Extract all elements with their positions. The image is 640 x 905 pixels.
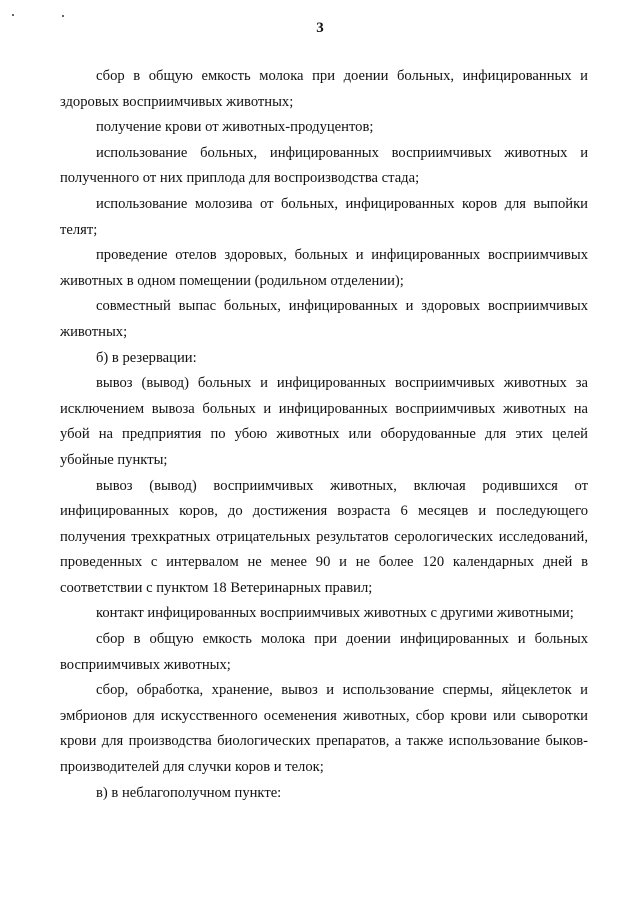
paragraph: сбор в общую емкость молока при доении инфицированных и больных восприимчивых животных; <box>60 631 588 673</box>
scan-speck <box>12 14 14 16</box>
document-body <box>60 64 588 806</box>
paragraph: использование больных, инфицированных восприимчивых животных и полученного от них приплода для воспроизводства стада; <box>60 144 588 187</box>
paragraph: вывоз (вывод) восприимчивых животных, включая родившихся от инфицированных коров, до достижения возраста 6 месяцев и последующего получения трехкратных отрицательных результатов серологических исследований, проведенных с интервалом не менее 90 и не более 120 календарных дней в соответствии с пунктом 18 Ветеринарных правил; <box>60 477 588 596</box>
section-heading-v: в) в неблагополучном пункте: <box>96 784 282 801</box>
scan-speck <box>62 15 64 17</box>
paragraph: совместный выпас больных, инфицированных и здоровых восприимчивых животных; <box>60 298 588 340</box>
paragraph: использование молозива от больных, инфицированных коров для выпойки телят; <box>60 195 588 238</box>
paragraph: вывоз (вывод) больных и инфицированных восприимчивых животных за исключением вывоза больных и инфицированных восприимчивых животных на убой на предприятия по убою животных или оборудованные для этих целей убойные пункты; <box>60 375 588 468</box>
paragraph: проведение отелов здоровых, больных и инфицированных восприимчивых животных в одном помещении (родильном отделении); <box>60 247 588 289</box>
section-heading-b: б) в резервации: <box>96 349 197 366</box>
paragraph: контакт инфицированных восприимчивых животных с другими животными; <box>96 605 574 622</box>
paragraph: сбор, обработка, хранение, вывоз и использование спермы, яйцеклеток и эмбрионов для искусственного осеменения животных, сбор крови или сыворотки крови для производства биологических препаратов, а также использование быков-производителей для случки коров и телок; <box>60 682 588 776</box>
paragraph: сбор в общую емкость молока при доении больных, инфицированных и здоровых восприимчивых животных; <box>60 68 588 110</box>
page-number: 3 <box>316 20 324 36</box>
paragraph: получение крови от животных-продуцентов; <box>96 119 374 136</box>
